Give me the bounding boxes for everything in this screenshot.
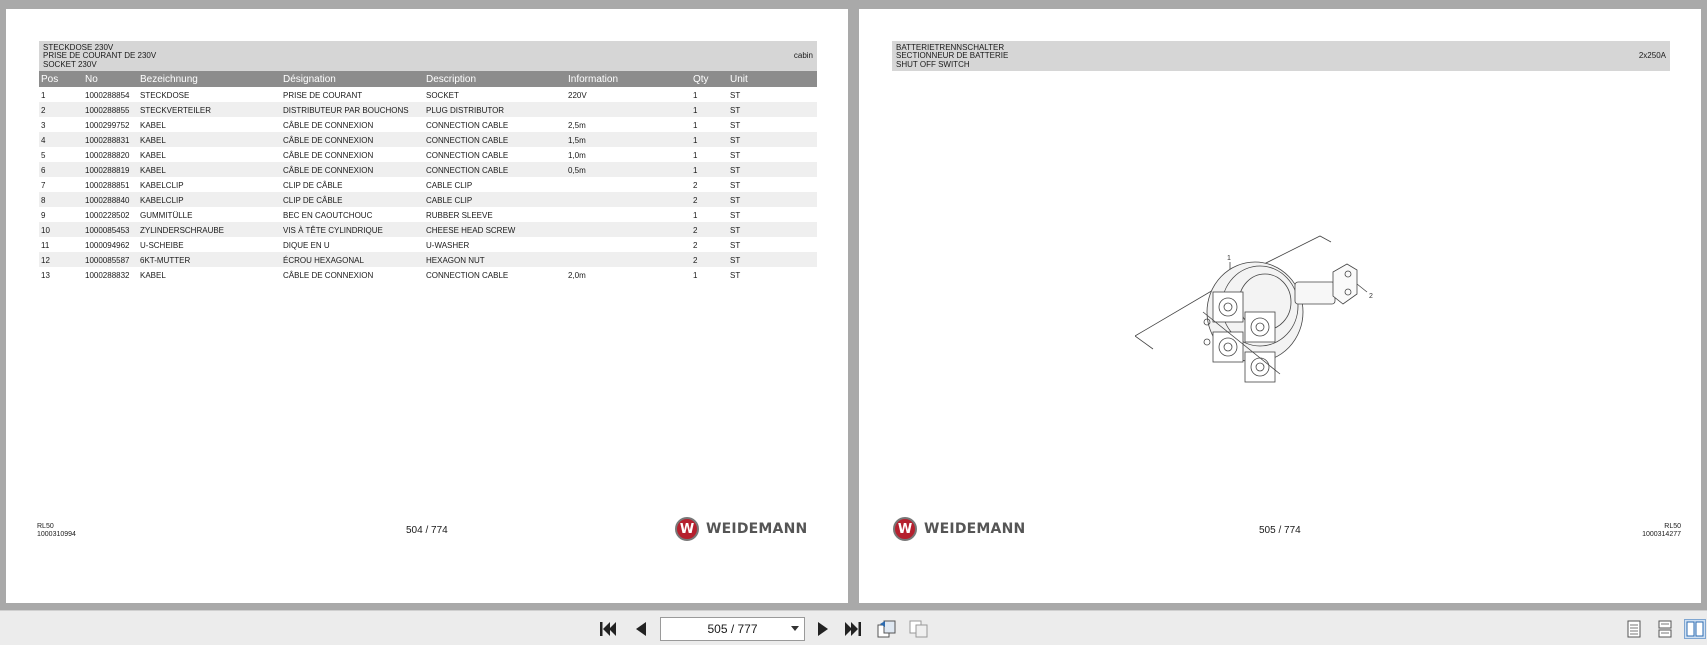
first-page-button[interactable]: [597, 619, 619, 639]
assembly-header: [39, 41, 817, 71]
page-number: 504 / 774: [406, 525, 448, 536]
callout-1: 1: [1227, 255, 1231, 262]
column-header: Information: [566, 71, 691, 87]
table-cell: PRISE DE COURANT: [283, 90, 363, 100]
table-cell: ST: [728, 252, 817, 267]
table-cell: 1: [693, 120, 698, 130]
two-page-view-button[interactable]: [1684, 619, 1706, 639]
page-number-value: 505 / 777: [707, 622, 758, 636]
table-cell: KABELCLIP: [140, 180, 184, 190]
footer-model: RL50: [1664, 523, 1681, 530]
table-cell: 1000085453: [83, 222, 138, 237]
table-cell: ST: [730, 90, 741, 100]
table-row: [39, 177, 817, 192]
table-cell: CONNECTION CABLE: [426, 150, 509, 160]
brand-mark-icon: W: [675, 517, 699, 541]
table-cell: ST: [730, 270, 741, 280]
table-cell: 220V: [568, 90, 587, 100]
table-row: [39, 237, 817, 252]
table-cell: 1000094962: [85, 240, 130, 250]
table-cell: U-WASHER: [426, 240, 470, 250]
table-cell: 1000288851: [85, 180, 130, 190]
table-cell: 12: [39, 252, 83, 267]
single-page-view-button[interactable]: [1623, 619, 1645, 639]
brand-wordmark: WEIDEMANN: [706, 521, 808, 537]
forward-view-button[interactable]: [908, 619, 930, 639]
table-cell: CABLE CLIP: [424, 192, 566, 207]
table-cell: 2: [691, 252, 728, 267]
table-cell: KABEL: [140, 270, 166, 280]
table-cell: CONNECTION CABLE: [426, 120, 509, 130]
table-cell: [566, 252, 691, 267]
assembly-header: [892, 41, 1670, 71]
table-cell: CÂBLE DE CONNEXION: [283, 150, 374, 160]
table-cell: CONNECTION CABLE: [424, 162, 566, 177]
footer-doc-number: 1000310994: [37, 530, 76, 538]
table-cell: 1000288819: [83, 162, 138, 177]
prev-page-button[interactable]: [630, 619, 652, 639]
table-cell: 13: [41, 270, 50, 280]
brand-logo: [893, 517, 1025, 541]
continuous-view-icon: [1657, 620, 1673, 638]
next-page-button[interactable]: [812, 619, 834, 639]
table-cell: 1,0m: [568, 150, 586, 160]
table-cell: 1000288831: [83, 132, 138, 147]
column-header: No: [83, 71, 138, 87]
table-cell: 1000299752: [85, 120, 130, 130]
next-page-icon: [816, 621, 830, 637]
table-cell: PLUG DISTRIBUTOR: [424, 102, 566, 117]
table-cell: 1: [41, 90, 46, 100]
column-header: Désignation: [281, 71, 424, 87]
header-title-de: BATTERIETRENNSCHALTER: [896, 43, 1005, 52]
page-number: 505 / 774: [1259, 525, 1301, 536]
prev-page-icon: [634, 621, 648, 637]
first-page-icon: [599, 621, 617, 637]
table-cell: KABELCLIP: [138, 192, 281, 207]
column-header: Bezeichnung: [138, 71, 281, 87]
table-row: [39, 162, 817, 177]
table-cell: ST: [730, 150, 741, 160]
parts-table: [39, 71, 817, 282]
table-row: [39, 222, 817, 237]
table-cell: STECKDOSE: [140, 90, 190, 100]
back-view-icon: [877, 620, 897, 638]
table-cell: 2: [693, 180, 698, 190]
table-cell: 4: [39, 132, 83, 147]
table-cell: 2,0m: [568, 270, 586, 280]
table-cell: [566, 102, 691, 117]
table-cell: KABEL: [138, 132, 281, 147]
table-row: [39, 147, 817, 162]
table-cell: CLIP DE CÂBLE: [281, 192, 424, 207]
footer-doc-number: 1000314277: [1642, 530, 1681, 538]
column-header: Pos: [39, 71, 83, 87]
table-cell: SOCKET: [426, 90, 459, 100]
table-cell: GUMMITÜLLE: [140, 210, 193, 220]
footer-model-info: [37, 523, 76, 538]
table-row: [39, 207, 817, 222]
table-cell: [566, 207, 691, 222]
table-cell: DIQUE EN U: [283, 240, 330, 250]
header-title-en: SHUT OFF SWITCH: [896, 59, 970, 69]
table-cell: 1000228502: [85, 210, 130, 220]
table-cell: 2: [39, 102, 83, 117]
shut-off-switch-drawing: [1135, 234, 1375, 404]
table-cell: 11: [41, 240, 50, 250]
column-header: Qty: [691, 71, 728, 87]
table-row: [39, 87, 817, 102]
table-cell: 1000085587: [83, 252, 138, 267]
table-cell: ZYLINDERSCHRAUBE: [138, 222, 281, 237]
brand-logo: [675, 517, 807, 541]
table-row: [39, 117, 817, 132]
forward-view-icon: [909, 620, 929, 638]
table-cell: 1,5m: [566, 132, 691, 147]
table-cell: RUBBER SLEEVE: [426, 210, 493, 220]
table-cell: 10: [39, 222, 83, 237]
table-cell: KABEL: [138, 162, 281, 177]
footer-model-info: [1642, 523, 1681, 538]
table-cell: 1000288820: [85, 150, 130, 160]
table-cell: VIS À TÊTE CYLINDRIQUE: [281, 222, 424, 237]
header-title-fr: SECTIONNEUR DE BATTERIE: [896, 51, 1009, 61]
table-cell: CONNECTION CABLE: [426, 270, 509, 280]
table-cell: ST: [730, 180, 741, 190]
table-cell: [566, 237, 691, 252]
left-document-page: [6, 9, 848, 603]
table-cell: DISTRIBUTEUR PAR BOUCHONS: [281, 102, 424, 117]
table-cell: CABLE CLIP: [426, 180, 473, 190]
table-cell: STECKVERTEILER: [138, 102, 281, 117]
table-cell: 2: [691, 192, 728, 207]
table-cell: 1000288855: [83, 102, 138, 117]
table-cell: 1000288854: [85, 90, 130, 100]
table-cell: CONNECTION CABLE: [424, 132, 566, 147]
table-cell: ST: [730, 240, 741, 250]
table-cell: CÂBLE DE CONNEXION: [283, 270, 374, 280]
page-number-field[interactable]: [660, 617, 805, 641]
table-cell: 1: [693, 210, 698, 220]
table-cell: 7: [41, 180, 46, 190]
header-title-de: STECKDOSE 230V: [43, 43, 114, 52]
table-cell: U-SCHEIBE: [140, 240, 184, 250]
last-page-icon: [844, 621, 862, 637]
column-header: Description: [424, 71, 566, 87]
brand-mark-icon: W: [893, 517, 917, 541]
column-header: Unit: [728, 71, 817, 87]
continuous-view-button[interactable]: [1654, 619, 1676, 639]
table-cell: [566, 192, 691, 207]
table-cell: 6: [39, 162, 83, 177]
last-page-button[interactable]: [842, 619, 864, 639]
header-title-en: SOCKET 230V: [43, 59, 97, 69]
footer-model: RL50: [37, 523, 54, 530]
table-cell: HEXAGON NUT: [424, 252, 566, 267]
table-cell: 1000288840: [83, 192, 138, 207]
table-row: [39, 132, 817, 147]
table-cell: 0,5m: [566, 162, 691, 177]
viewer-toolbar: [0, 610, 1707, 645]
table-cell: 3: [41, 120, 46, 130]
table-cell: 2: [691, 222, 728, 237]
table-row: [39, 192, 817, 207]
table-cell: ST: [730, 210, 741, 220]
table-cell: KABEL: [140, 120, 166, 130]
table-cell: CÂBLE DE CONNEXION: [281, 162, 424, 177]
table-row: [39, 267, 817, 282]
back-view-button[interactable]: [876, 619, 898, 639]
table-cell: CÂBLE DE CONNEXION: [283, 120, 374, 130]
table-cell: ST: [728, 192, 817, 207]
table-cell: 1: [693, 270, 698, 280]
table-cell: 1: [691, 132, 728, 147]
table-cell: BEC EN CAOUTCHOUC: [283, 210, 373, 220]
two-page-view-icon: [1686, 621, 1704, 637]
table-cell: ST: [728, 132, 817, 147]
table-cell: 6KT-MUTTER: [138, 252, 281, 267]
table-cell: 1: [691, 102, 728, 117]
table-cell: 1: [693, 150, 698, 160]
table-cell: [566, 222, 691, 237]
table-row: [39, 252, 817, 267]
table-cell: [566, 177, 691, 192]
header-title-fr: PRISE DE COURANT DE 230V: [43, 51, 157, 61]
table-cell: 2: [693, 240, 698, 250]
header-location-tag: cabin: [793, 51, 813, 60]
header-rating-tag: 2x250A: [1638, 51, 1666, 60]
table-cell: ST: [730, 120, 741, 130]
page-dropdown-icon[interactable]: [791, 626, 799, 631]
table-cell: 9: [41, 210, 46, 220]
table-cell: CLIP DE CÂBLE: [283, 180, 343, 190]
table-cell: ST: [728, 162, 817, 177]
table-cell: 1: [691, 162, 728, 177]
table-cell: ST: [728, 102, 817, 117]
table-header-row: [39, 71, 817, 87]
brand-wordmark: WEIDEMANN: [924, 521, 1026, 537]
table-cell: KABEL: [140, 150, 166, 160]
table-cell: 5: [41, 150, 46, 160]
table-cell: ÉCROU HEXAGONAL: [281, 252, 424, 267]
table-cell: CÂBLE DE CONNEXION: [281, 132, 424, 147]
callout-2: 2: [1369, 293, 1373, 300]
table-cell: 1: [693, 90, 698, 100]
table-cell: ST: [728, 222, 817, 237]
table-cell: 1000288832: [85, 270, 130, 280]
table-cell: CHEESE HEAD SCREW: [424, 222, 566, 237]
table-row: [39, 102, 817, 117]
table-cell: 8: [39, 192, 83, 207]
table-cell: 2,5m: [568, 120, 586, 130]
single-page-view-icon: [1626, 620, 1642, 638]
